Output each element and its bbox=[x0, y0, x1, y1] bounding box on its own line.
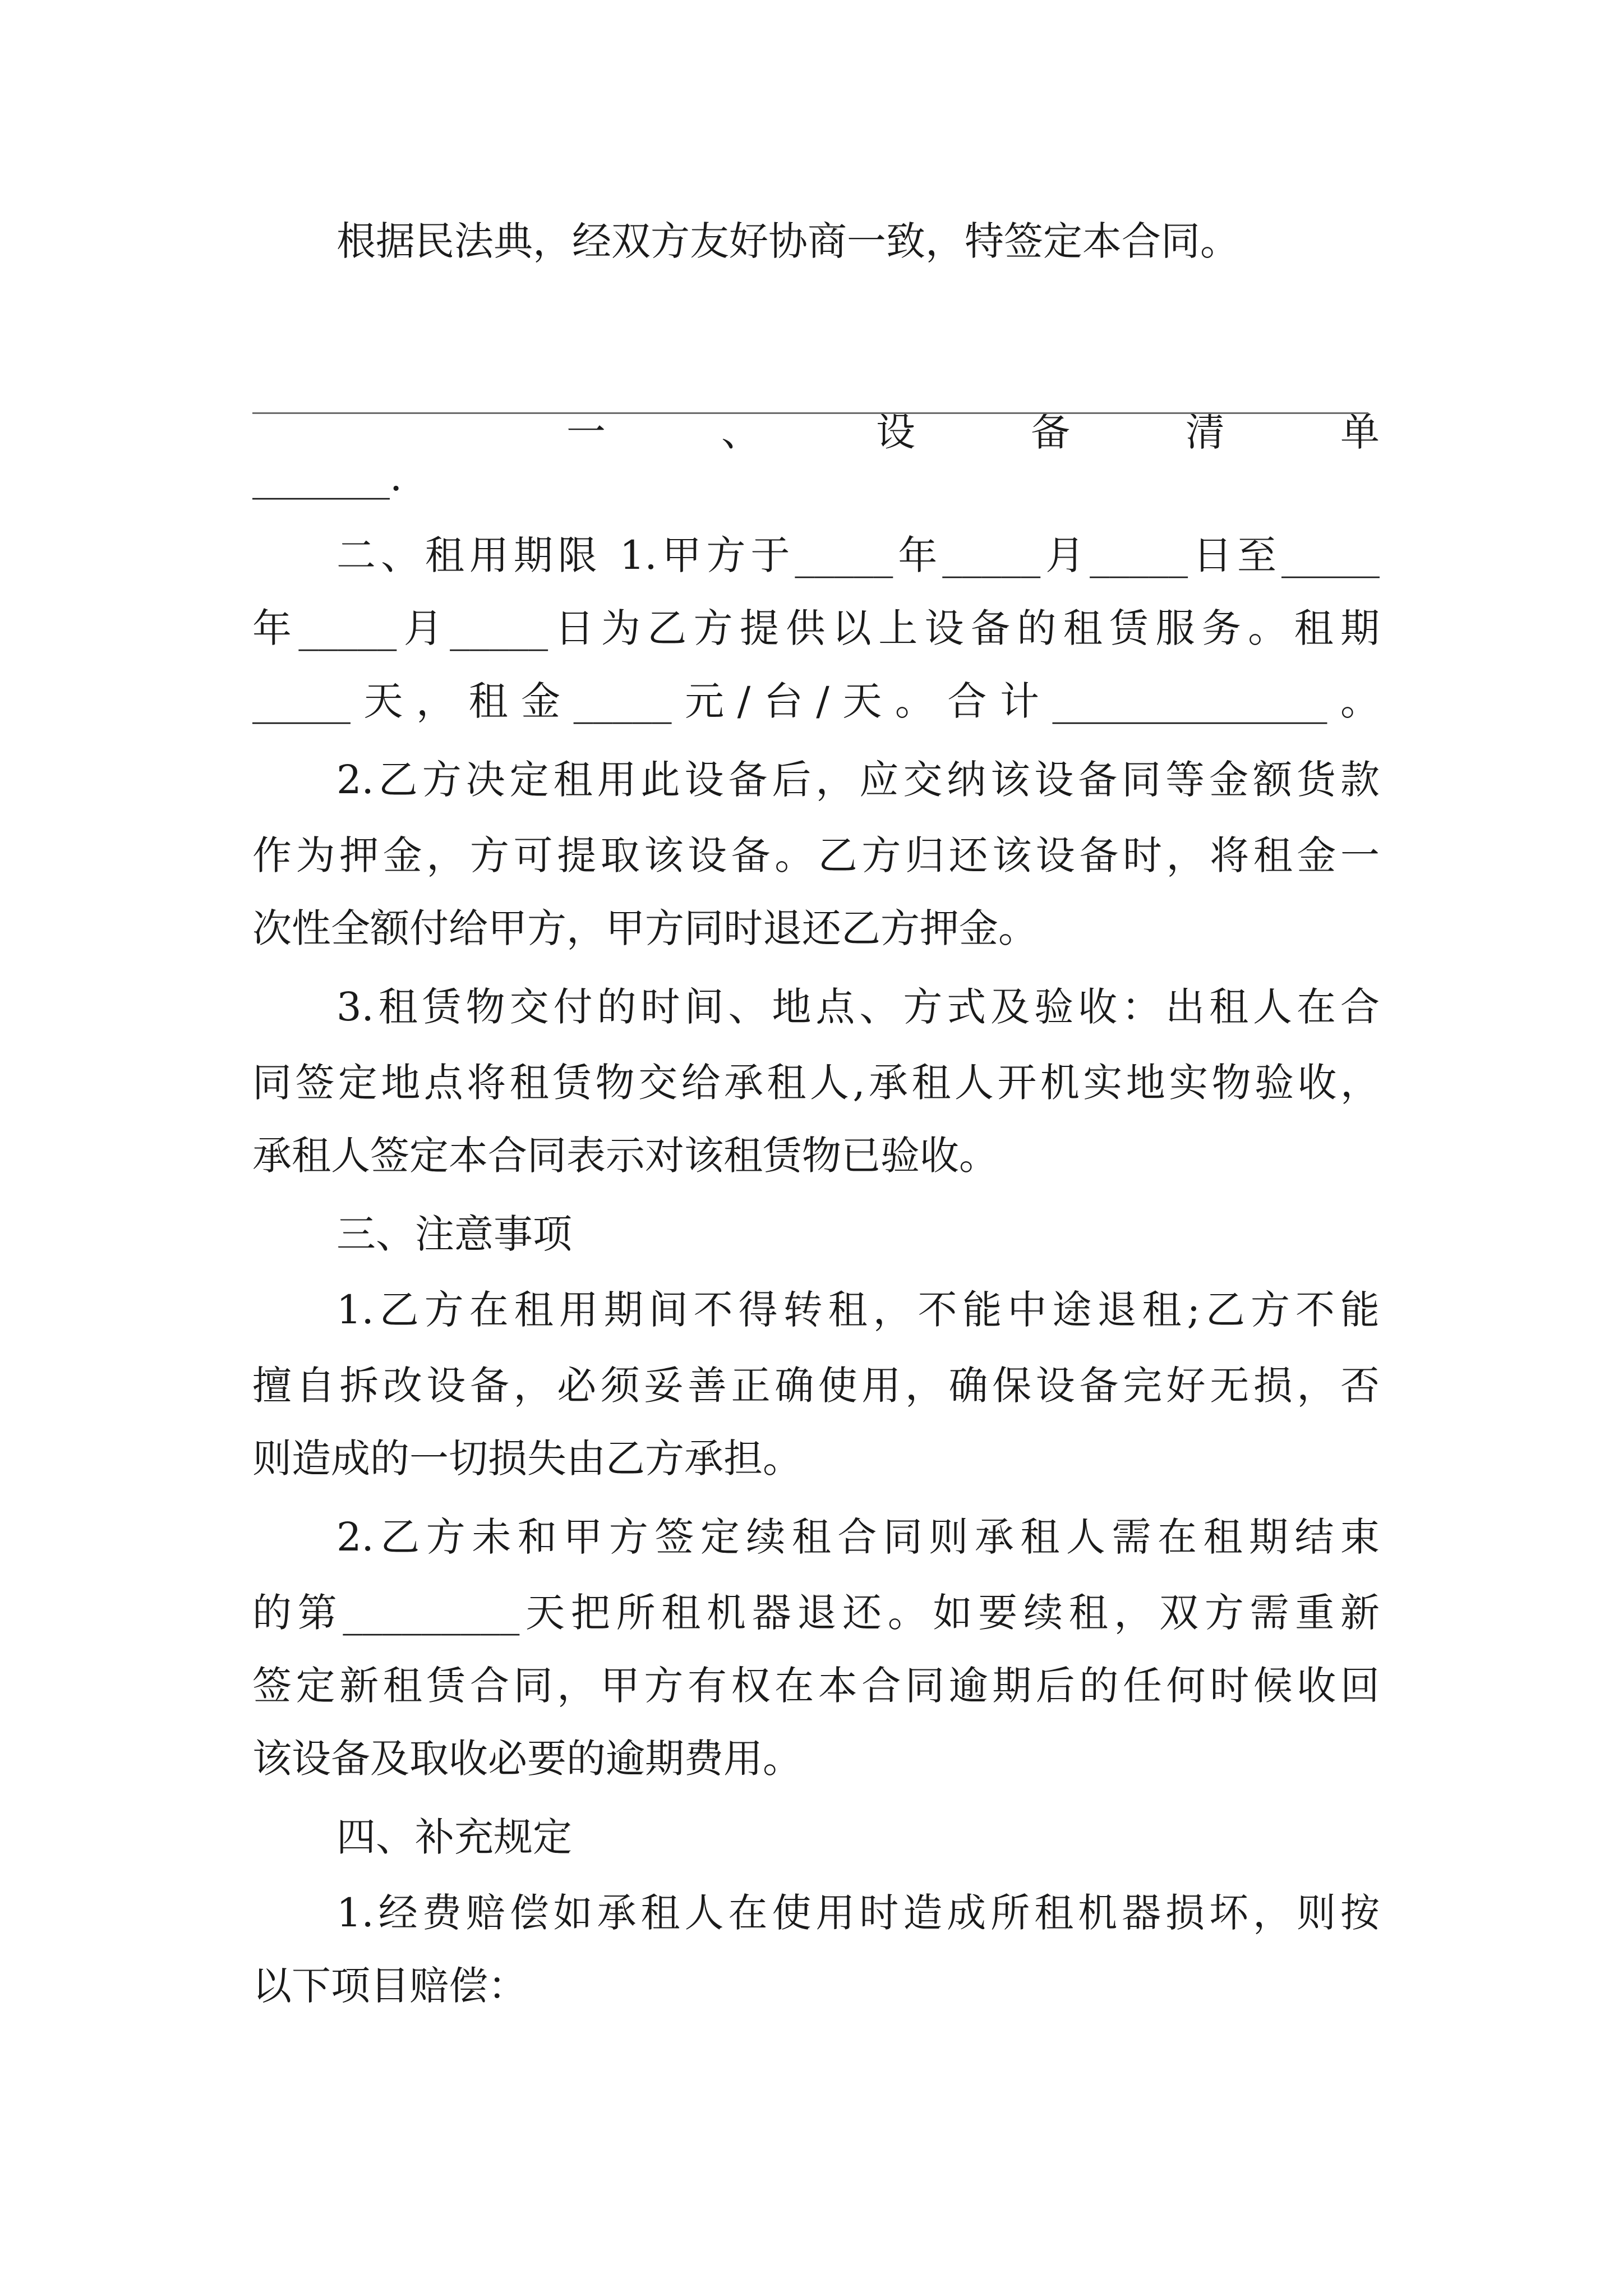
delivery-paragraph-line: 同签定地点将租赁物交给承租人,承租人开机实地实物验收， bbox=[252, 1060, 1380, 1106]
notice-1-line: 则造成的一切损失由乙方承担。 bbox=[252, 1435, 802, 1481]
delivery-paragraph-line: 3.租赁物交付的时间、地点、方式及验收：出租人在合 bbox=[336, 984, 1380, 1030]
equipment-list-blank-line bbox=[252, 412, 1368, 414]
supplement-1-line: 1.经费赔偿如承租人在使用时造成所租机器损坏，则按 bbox=[336, 1890, 1380, 1936]
delivery-paragraph-line: 承租人签定本合同表示对该租赁物已验收。 bbox=[252, 1133, 998, 1179]
notice-2-line: 该设备及取收必要的逾期费用。 bbox=[252, 1736, 802, 1782]
heading-char: 、 bbox=[721, 409, 760, 455]
notice-2-line: 2.乙方未和甲方签定续租合同则承租人需在租期结束 bbox=[336, 1514, 1380, 1560]
heading-char: 一 bbox=[566, 409, 606, 455]
deposit-paragraph-line: 作为押金，方可提取该设备。乙方归还该设备时，将租金一 bbox=[252, 832, 1380, 878]
section-4-heading: 四、补充规定 bbox=[336, 1814, 572, 1860]
notice-1-line: 擅自拆改设备，必须妥善正确使用，确保设备完好无损，否 bbox=[252, 1363, 1380, 1409]
notice-1-line: 1.乙方在租用期间不得转租，不能中途退租;乙方不能 bbox=[336, 1287, 1380, 1333]
intro-paragraph: 根据民法典，经双方友好协商一致，特签定本合同。 bbox=[336, 218, 1239, 264]
term-paragraph-line: _____天，租金_____元/台/天。合计______________。 bbox=[252, 678, 1380, 724]
heading-char: 设 bbox=[876, 409, 915, 455]
deposit-paragraph-line: 次性全额付给甲方，甲方同时退还乙方押金。 bbox=[252, 905, 1038, 951]
notice-2-line: 的第_________天把所租机器退还。如要续租，双方需重新 bbox=[252, 1590, 1380, 1636]
heading-char: 备 bbox=[1031, 409, 1070, 455]
heading-char: 清 bbox=[1186, 409, 1225, 455]
heading-char: 单 bbox=[1340, 409, 1380, 455]
term-paragraph-line: 二、租用期限 1.甲方于_____年_____月_____日至_____ bbox=[336, 532, 1380, 578]
term-paragraph-line: 年_____月_____日为乙方提供以上设备的租赁服务。租期 bbox=[252, 605, 1380, 651]
supplement-1-line: 以下项目赔偿： bbox=[252, 1963, 527, 2009]
equipment-list-blank-end: _______. bbox=[252, 454, 403, 500]
notice-2-line: 签定新租赁合同，甲方有权在本合同逾期后的任何时候收回 bbox=[252, 1663, 1380, 1709]
deposit-paragraph-line: 2.乙方决定租用此设备后，应交纳该设备同等金额货款 bbox=[336, 757, 1380, 803]
section-3-heading: 三、注意事项 bbox=[336, 1211, 572, 1257]
